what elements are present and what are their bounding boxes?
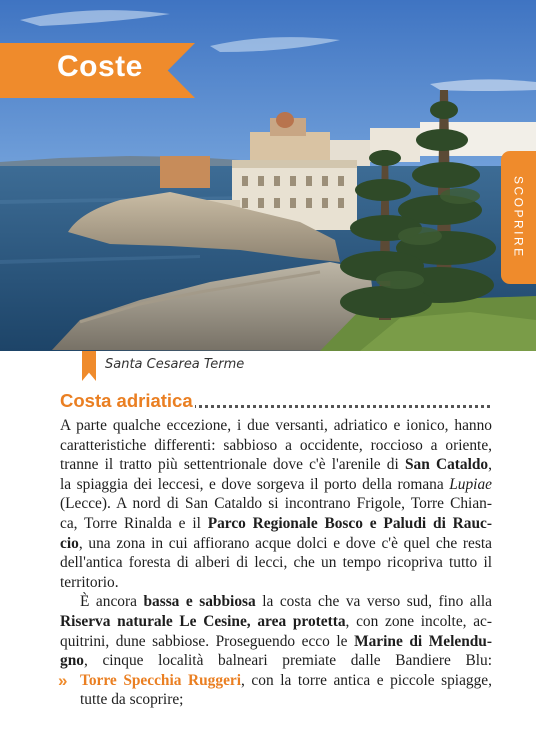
text-line: ca, Torre Rinalda e il Parco Regionale Bosco e Paludi di Rauc- <box>60 514 492 532</box>
text-line: gno, cinque località balneari premiate dalle Bandiere Blu: <box>60 652 492 670</box>
text-line: (Lecce). A nord di San Cataldo si incontrano Frigole, Torre Chian- <box>60 495 492 513</box>
section-header <box>60 390 490 414</box>
side-tab-scoprire[interactable] <box>501 151 536 284</box>
text-line: cio, una zona in cui affiorano acque dolci e dove c'è quel che resta <box>60 534 492 552</box>
text-line: territorio. <box>60 573 119 591</box>
text-line: tranne il tratto più settentrionale dove c'è l'arenile di San Cataldo, <box>60 456 492 474</box>
text-line: Riserva naturale Le Cesine, area protetta, con zone incolte, ac- <box>60 612 492 630</box>
side-tab-label: SCOPRIRE <box>511 176 526 259</box>
text-line: tutte da scoprire; <box>80 691 184 709</box>
text-line: È ancora bassa e sabbiosa la costa che va verso sud, fino alla <box>80 593 493 611</box>
photo-caption: Santa Cesarea Terme <box>105 357 245 372</box>
list-item <box>60 671 492 710</box>
text-line: dell'antica foresta di alberi di lecci, che un tempo ricopriva tutto il <box>60 554 492 572</box>
place-name: Torre Specchia Ruggeri <box>80 671 242 689</box>
text-line: la spiaggia dei leccesi, e dove sorgeva il porto della romana Lupiae <box>60 475 492 493</box>
section-title: Costa adriatica <box>60 390 193 411</box>
caption-bookmark-icon <box>82 351 96 381</box>
text-line: caratteristiche differenti: sabbioso a occidente, roccioso a oriente, <box>60 436 492 454</box>
chapter-banner <box>0 43 195 98</box>
chevron-bullet-icon: » <box>58 670 68 690</box>
section-dotted-rule <box>188 405 490 408</box>
chapter-title: Coste <box>57 50 143 83</box>
text-line: A parte qualche eccezione, i due versanti, adriatico e ionico, hanno <box>60 417 492 434</box>
text-line: Torre Specchia Ruggeri, con la torre antica e piccole spiagge, <box>80 671 492 689</box>
text-line: quitrini, dune sabbiose. Proseguendo ecco le Marine di Melendu- <box>60 632 492 650</box>
body-text <box>60 416 492 710</box>
